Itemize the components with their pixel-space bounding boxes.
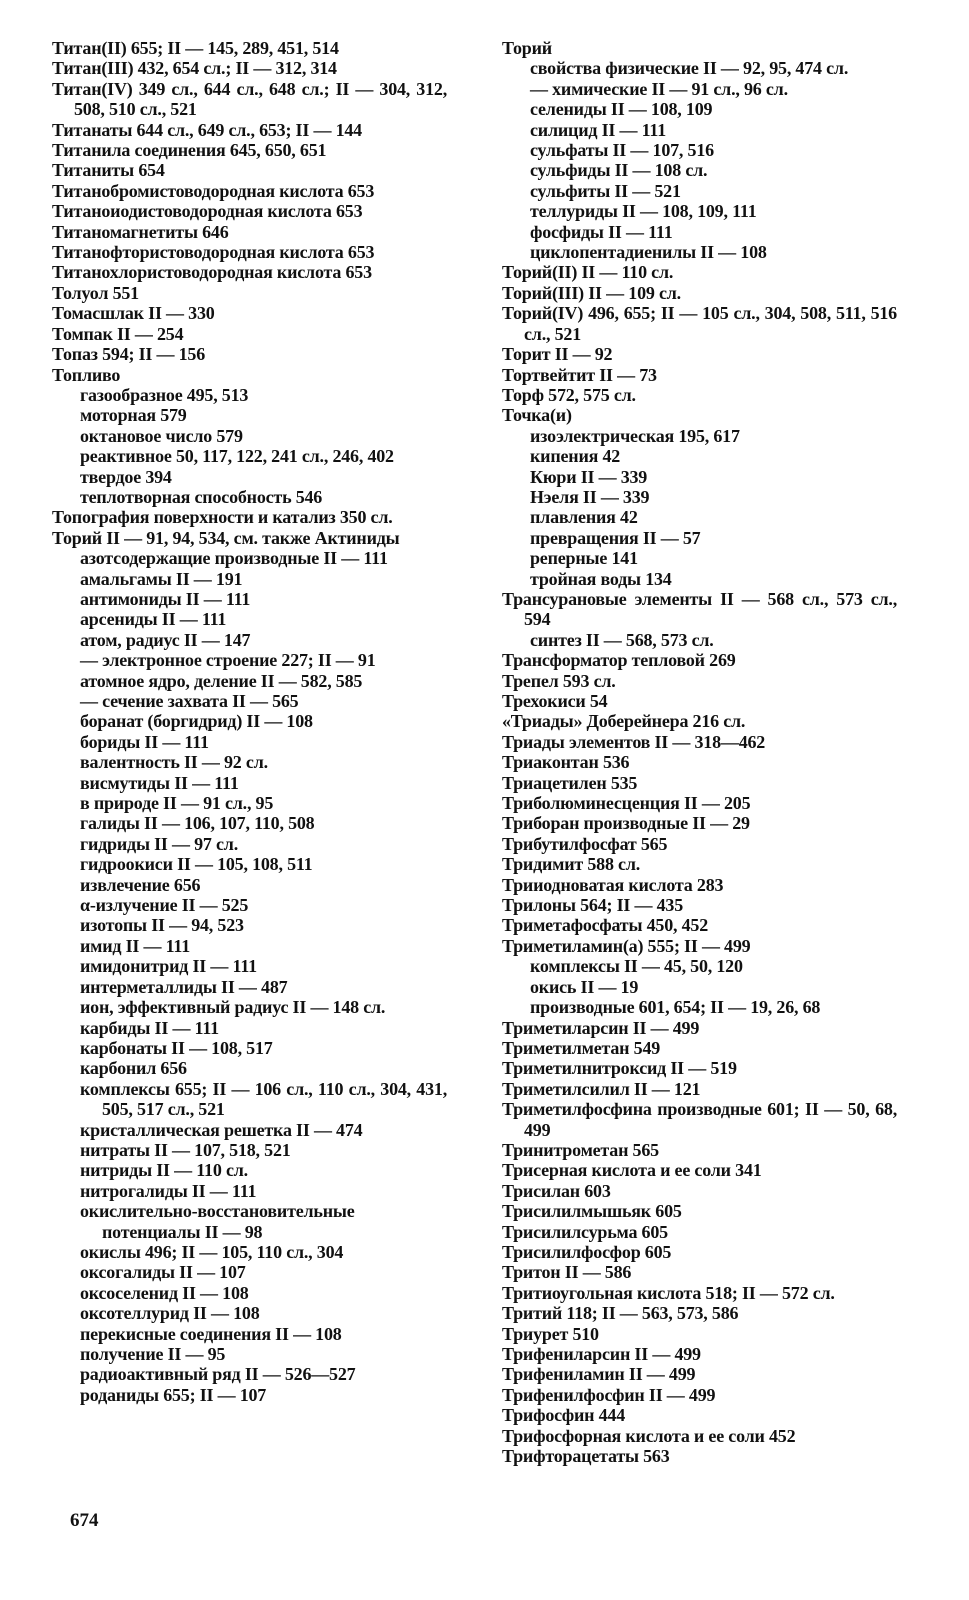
index-subentry: бориды II — 111	[80, 731, 209, 752]
index-subentry: моторная 579	[80, 405, 187, 426]
index-subentry: карбиды II — 111	[80, 1017, 219, 1038]
index-subentry: синтез II — 568, 573 сл.	[530, 629, 714, 650]
index-entry: Тридимит 588 сл.	[502, 854, 641, 875]
right-index-column	[502, 38, 897, 1466]
index-subentry: нитрогалиды II — 111	[80, 1180, 257, 1201]
index-subentry: циклопентадиенилы II — 108	[530, 242, 767, 263]
index-entry: Титанаты 644 сл., 649 сл., 653; II — 144	[52, 119, 362, 140]
index-subentry: селениды II — 108, 109	[530, 99, 713, 120]
index-subentry: свойства физические II — 92, 95, 474 сл.	[530, 58, 849, 79]
index-subentry: гидроокиси II — 105, 108, 511	[80, 854, 313, 875]
index-subentry: гидриды II — 97 сл.	[80, 833, 238, 854]
index-entry: Титаниты 654	[52, 160, 165, 181]
index-entry: Трифенилфосфин II — 499	[502, 1384, 716, 1405]
index-subentry: оксогалиды II — 107	[80, 1262, 246, 1283]
index-subentry: перекисные соединения II — 108	[80, 1323, 342, 1344]
index-entry: Трифениламин II — 499	[502, 1364, 696, 1385]
index-subentry: нитраты II — 107, 518, 521	[80, 1139, 291, 1160]
index-subentry: в природе II — 91 сл., 95	[80, 793, 274, 814]
index-subentry: атом, радиус II — 147	[80, 629, 251, 650]
index-entry: Трисилилмышьяк 605	[502, 1201, 682, 1222]
index-subentry: боранат (боргидрид) II — 108	[80, 711, 313, 732]
index-entry: Трансформатор тепловой 269	[502, 650, 736, 671]
index-subentry: атомное ядро, деление II — 582, 585	[80, 670, 363, 691]
index-entry: Трибутилфосфат 565	[502, 833, 668, 854]
index-subentry: кипения 42	[530, 446, 621, 467]
index-entry: Трисилилсурьма 605	[502, 1221, 668, 1242]
index-subentry: октановое число 579	[80, 425, 243, 446]
index-entry: Трифторацетаты 563	[502, 1446, 670, 1467]
index-entry: Трифосфин 444	[502, 1405, 626, 1426]
index-subentry: комплексы 655; II — 106 сл., 110 сл., 304, 431, 505, 517 сл., 521	[80, 1078, 447, 1120]
index-entry: Трехокиси 54	[502, 691, 608, 711]
index-entry: Триурет 510	[502, 1323, 599, 1344]
index-subentry: силицид II — 111	[530, 119, 667, 140]
index-entry: Торий(IV) 496, 655; II — 105 сл., 304, 508, 511, 516 сл., 521	[502, 303, 897, 344]
index-entry: Тритон II — 586	[502, 1262, 632, 1283]
index-subentry: оксотеллурид II — 108	[80, 1303, 260, 1324]
index-entry: Триады элементов II — 318—462	[502, 731, 766, 752]
index-subentry: сульфаты II — 107, 516	[530, 140, 714, 161]
index-subentry: амальгамы II — 191	[80, 568, 243, 589]
index-entry: Триметиламин(а) 555; II — 499	[502, 935, 751, 956]
index-entry: Трифосфорная кислота и ее соли 452	[502, 1425, 796, 1446]
index-subentry: антимониды II — 111	[80, 588, 251, 609]
index-subentry: окислительно-восстановительные потенциалы II — 98	[80, 1201, 355, 1242]
index-subentry: извлечение 656	[80, 874, 201, 895]
index-subentry: Кюри II — 339	[530, 466, 648, 487]
index-entry: Торф 572, 575 сл.	[502, 384, 636, 405]
index-entry: Триборан производные II — 29	[502, 813, 750, 834]
index-entry: Тритиоугольная кислота 518; II — 572 сл.	[502, 1282, 835, 1303]
index-entry: Томпак II — 254	[52, 323, 184, 344]
index-entry: Толуол 551	[52, 282, 139, 303]
index-subentry: комплексы II — 45, 50, 120	[530, 956, 743, 977]
index-entry: Торий(III) II — 109 сл.	[502, 282, 681, 303]
index-entry: Титанохлористоводородная кислота 653	[52, 262, 372, 283]
index-entry: Трисилан 603	[502, 1180, 611, 1201]
index-subentry: нитриды II — 110 сл.	[80, 1160, 248, 1181]
index-subentry: сульфиды II — 108 сл.	[530, 160, 708, 181]
index-entry: Титаноиодистоводородная кислота 653	[52, 201, 363, 222]
index-subentry: сульфиты II — 521	[530, 180, 681, 201]
index-entry: Титанила соединения 645, 650, 651	[52, 140, 327, 161]
index-subentry: карбонил 656	[80, 1058, 187, 1079]
index-subentry: реактивное 50, 117, 122, 241 сл., 246, 402	[80, 446, 394, 467]
index-entry: Торий(II) II — 110 сл.	[502, 262, 674, 283]
index-entry: Триболюминесценция II — 205	[502, 793, 751, 814]
index-subentry: газообразное 495, 513	[80, 384, 249, 405]
index-subentry: кристаллическая решетка II — 474	[80, 1119, 363, 1140]
index-subentry: висмутиды II — 111	[80, 772, 239, 793]
index-subentry: окислы 496; II — 105, 110 сл., 304	[80, 1241, 344, 1262]
index-entry: Точка(и)	[502, 405, 572, 426]
index-entry: Топливо	[52, 364, 121, 385]
index-entry: Трисилилфосфор 605	[502, 1241, 672, 1262]
index-entry: Тринитрометан 565	[502, 1139, 659, 1160]
index-subentry: — электронное строение 227; II — 91	[80, 650, 376, 671]
index-subentry: интерметаллиды II — 487	[80, 976, 288, 997]
index-entry: Трепел 593 сл.	[502, 670, 616, 691]
index-subentry: арсениды II — 111	[80, 609, 227, 630]
index-entry: Трифениларсин II — 499	[502, 1344, 701, 1364]
index-subentry: азотсодержащие производные II — 111	[80, 548, 388, 569]
index-subentry: изотопы II — 94, 523	[80, 915, 244, 936]
index-entry: Торий II — 91, 94, 534, см. также Актиниды	[52, 527, 400, 548]
index-subentry: роданиды 655; II — 107	[80, 1384, 267, 1405]
index-entry: Торий	[502, 38, 552, 58]
index-entry: Топаз 594; II — 156	[52, 344, 206, 365]
index-subentry: галиды II — 106, 107, 110, 508	[80, 813, 315, 834]
index-subentry: α-излучение II — 525	[80, 895, 249, 916]
index-entry: Тортвейтит II — 73	[502, 364, 657, 385]
index-subentry: оксоселенид II — 108	[80, 1282, 249, 1303]
index-entry: Тритий 118; II — 563, 573, 586	[502, 1303, 739, 1324]
left-index-column	[52, 38, 447, 1405]
index-subentry: превращения II — 57	[530, 527, 701, 548]
index-subentry: твердое 394	[80, 466, 172, 487]
index-entry: Триметилнитроксид II — 519	[502, 1058, 737, 1079]
index-subentry: производные 601, 654; II — 19, 26, 68	[530, 997, 821, 1018]
index-subentry: радиоактивный ряд II — 526—527	[80, 1364, 356, 1385]
index-subentry: Нэеля II — 339	[530, 486, 650, 507]
index-entry: Топография поверхности и катализ 350 сл.	[52, 507, 393, 528]
index-entry: Титан(IV) 349 сл., 644 сл., 648 сл.; II — 304, 312, 508, 510 сл., 521	[52, 78, 447, 120]
index-entry: Титанофтористоводородная кислота 653	[52, 242, 375, 263]
index-subentry: реперные 141	[530, 548, 638, 569]
index-entry: Титанобромистоводородная кислота 653	[52, 180, 375, 201]
page-number: 674	[70, 1510, 99, 1531]
index-entry: Триметилсилил II — 121	[502, 1078, 701, 1099]
index-subentry: теллуриды II — 108, 109, 111	[530, 201, 757, 222]
index-subentry: фосфиды II — 111	[530, 221, 673, 242]
index-subentry: карбонаты II — 108, 517	[80, 1037, 273, 1058]
index-entry: Томасшлак II — 330	[52, 303, 215, 324]
index-subentry: — химические II — 91 сл., 96 сл.	[530, 78, 788, 99]
index-entry: Триацетилен 535	[502, 772, 638, 793]
index-subentry: тройная воды 134	[530, 568, 672, 589]
index-entry: Триметиларсин II — 499	[502, 1017, 700, 1038]
index-entry: Торит II — 92	[502, 344, 613, 365]
index-entry: Триаконтан 536	[502, 752, 630, 773]
index-entry: Трилоны 564; II — 435	[502, 895, 684, 916]
index-subentry: теплотворная способность 546	[80, 486, 323, 507]
index-subentry: — сечение захвата II — 565	[80, 691, 299, 711]
index-entry: Титан(III) 432, 654 сл.; II — 312, 314	[52, 58, 337, 79]
index-entry: Трииодноватая кислота 283	[502, 874, 724, 895]
index-entry: Триметилфосфина производные 601; II — 50, 68, 499	[502, 1099, 897, 1140]
index-entry: Триметафосфаты 450, 452	[502, 915, 709, 936]
index-entry: Трансурановые элементы II — 568 сл., 573 сл., 594	[502, 588, 897, 630]
index-entry: Трисерная кислота и ее соли 341	[502, 1160, 762, 1181]
index-entry: Титан(II) 655; II — 145, 289, 451, 514	[52, 38, 339, 58]
index-entry: Триметилметан 549	[502, 1037, 661, 1058]
index-entry: «Триады» Доберейнера 216 сл.	[502, 711, 746, 732]
index-subentry: имидонитрид II — 111	[80, 956, 257, 977]
index-subentry: окись II — 19	[530, 976, 639, 997]
index-subentry: плавления 42	[530, 507, 638, 528]
index-entry: Титаномагнетиты 646	[52, 221, 229, 242]
index-subentry: имид II — 111	[80, 935, 191, 956]
index-subentry: изоэлектрическая 195, 617	[530, 425, 740, 446]
index-subentry: получение II — 95	[80, 1344, 226, 1364]
index-subentry: ион, эффективный радиус II — 148 сл.	[80, 997, 386, 1018]
index-subentry: валентность II — 92 сл.	[80, 752, 268, 773]
